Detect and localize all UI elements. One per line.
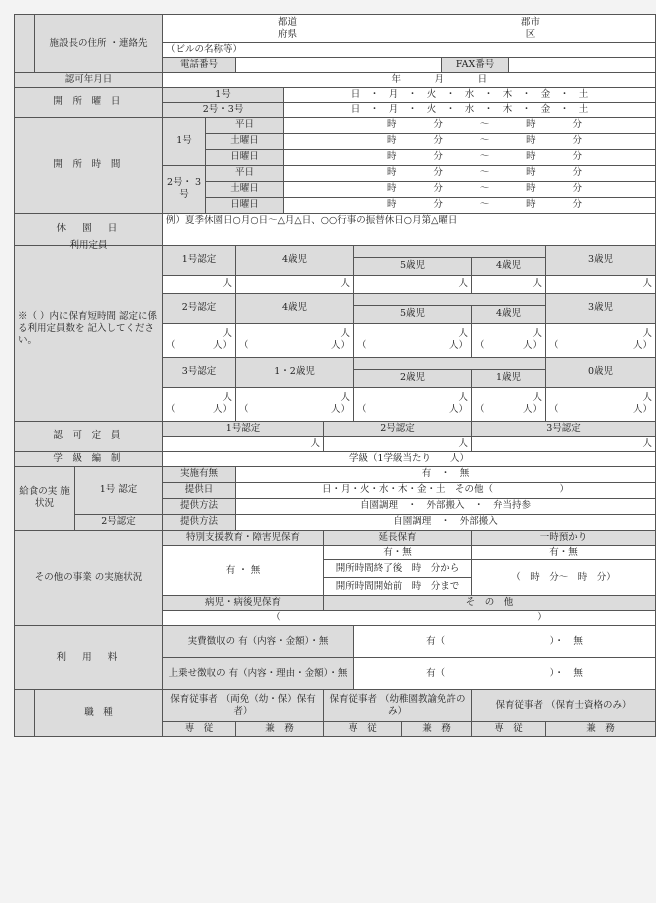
age2-header: 2歳児 <box>354 369 472 387</box>
cert1-subheader-spacer <box>354 245 546 257</box>
hours-group2-label: 2号・ 3号 <box>163 165 206 213</box>
left-margin-cell <box>15 15 35 73</box>
hours-row[interactable]: 時 分 ～ 時 分 <box>284 117 656 133</box>
approved-cert3-input[interactable]: 人 <box>472 436 656 451</box>
city-top: 郡市 <box>521 16 541 28</box>
address-cell[interactable] <box>163 15 656 43</box>
pref-bottom: 府県 <box>278 28 298 40</box>
class-input[interactable]: 学級（1学級当たり 人） <box>163 451 656 466</box>
phone-input[interactable] <box>236 58 442 73</box>
approved-cert2-input[interactable]: 人 <box>324 436 472 451</box>
fax-label: FAX番号 <box>442 58 509 73</box>
capacity-label-cell <box>15 239 163 421</box>
cert1-label: 1号認定 <box>163 245 236 275</box>
other-special-value[interactable]: 有 ・ 無 <box>163 545 324 596</box>
meals-implemented-value[interactable]: 有 ・ 無 <box>236 466 656 482</box>
staff-col1-full: 専 従 <box>163 722 236 737</box>
meals-label: 給食の実 施状況 <box>15 466 75 530</box>
meals-cert2-label: 2号認定 <box>75 514 163 530</box>
approved-cert1-input[interactable]: 人 <box>163 436 324 451</box>
other-others-header: そ の 他 <box>324 596 656 611</box>
age4b-header: 4歳児 <box>472 257 546 275</box>
other-paren-row[interactable]: （ ） <box>163 611 656 626</box>
staff-col3-header: 保育従事者 （保育士資格のみ） <box>472 690 656 722</box>
open-days-row1-value[interactable]: 日 ・ 月 ・ 火 ・ 水 ・ 木 ・ 金 ・ 土 <box>284 88 656 103</box>
approved-cert3-label: 3号認定 <box>472 421 656 436</box>
staff-col2-header: 保育従事者 （幼稚園教諭免許のみ） <box>324 690 472 722</box>
hours-weekday-label: 平日 <box>206 117 284 133</box>
holiday-label: 休 園 日 <box>15 213 163 245</box>
age0-header: 0歳児 <box>546 357 656 387</box>
meals-method1-value[interactable]: 自園調理 ・ 外部搬入 ・ 弁当持参 <box>236 498 656 514</box>
other-label: その他の事業 の実施状況 <box>15 530 163 626</box>
fees-extra-label: 上乗せ徴収の 有（内容・理由・金額）・無 <box>163 658 354 690</box>
contact-label: 施設長の住所 ・連絡先 <box>35 15 163 73</box>
pref-top: 都道 <box>278 16 298 28</box>
holiday-input[interactable]: 例）夏季休園日○月○日～△月△日、○○行事の振替休日○月第△曜日 <box>163 213 656 245</box>
open-days-row2-value[interactable]: 日 ・ 月 ・ 火 ・ 水 ・ 木 ・ 金 ・ 土 <box>284 102 656 117</box>
age5-header: 5歳児 <box>354 305 472 323</box>
open-days-label: 開 所 曜 日 <box>15 88 163 118</box>
hours-row[interactable]: 時 分 ～ 時 分 <box>284 181 656 197</box>
cap2-total[interactable]: 人 （ 人） <box>163 323 236 357</box>
cap3-age0[interactable]: 人 （ 人） <box>546 387 656 421</box>
year-unit: 年 <box>391 74 402 86</box>
hours-saturday-label: 土曜日 <box>206 133 284 149</box>
cap2-age4[interactable]: 人 （ 人） <box>236 323 354 357</box>
other-temporary-header: 一時預かり <box>472 530 656 545</box>
city-bottom: 区 <box>525 28 536 40</box>
open-hours-label: 開 所 時 間 <box>15 117 163 213</box>
other-extended-header: 延長保育 <box>324 530 472 545</box>
hours-row[interactable]: 時 分 ～ 時 分 <box>284 149 656 165</box>
staff-col2-part: 兼 務 <box>402 722 472 737</box>
cert3-label: 3号認定 <box>163 357 236 387</box>
age5-header: 5歳児 <box>354 257 472 275</box>
fax-input[interactable] <box>509 58 656 73</box>
meals-implemented-label: 実施有無 <box>163 466 236 482</box>
cap1-age4b[interactable]: 人 <box>472 275 546 293</box>
other-ext-after[interactable]: 開所時間終了後 時 分から <box>324 560 472 578</box>
hours-weekday-label: 平日 <box>206 165 284 181</box>
class-label: 学 級 編 制 <box>15 451 163 466</box>
meals-days-label: 提供日 <box>163 482 236 498</box>
age3-header: 3歳児 <box>546 245 656 275</box>
approval-date-input[interactable] <box>163 73 656 88</box>
hours-row[interactable]: 時 分 ～ 時 分 <box>284 165 656 181</box>
age3-header: 3歳児 <box>546 293 656 323</box>
other-extended-value[interactable]: 有・無 <box>324 545 472 560</box>
meals-days-value[interactable]: 日・月・火・水・木・金・土 その他（ ） <box>236 482 656 498</box>
staff-col1-part: 兼 務 <box>236 722 324 737</box>
hours-row[interactable]: 時 分 ～ 時 分 <box>284 197 656 213</box>
hours-sunday-label: 日曜日 <box>206 149 284 165</box>
age1-header: 1歳児 <box>472 369 546 387</box>
meals-method-label: 提供方法 <box>163 514 236 530</box>
hours-group1-label: 1号 <box>163 117 206 165</box>
cap1-age3[interactable]: 人 <box>546 275 656 293</box>
approved-cert2-label: 2号認定 <box>324 421 472 436</box>
age12-header: 1・2歳児 <box>236 357 354 387</box>
cap1-age4[interactable]: 人 <box>236 275 354 293</box>
hours-saturday-label: 土曜日 <box>206 181 284 197</box>
approved-cert1-label: 1号認定 <box>163 421 324 436</box>
meals-method2-value[interactable]: 自園調理 ・ 外部搬入 <box>236 514 656 530</box>
other-special-header: 特別支援教育・障害児保育 <box>163 530 324 545</box>
building-name-cell[interactable]: （ビルの名称等） <box>163 43 656 58</box>
approved-capacity-label: 認 可 定 員 <box>15 421 163 451</box>
other-temp-hours[interactable]: （ 時 分～ 時 分） <box>472 560 656 596</box>
day-unit: 日 <box>477 74 488 86</box>
approval-date-label: 認可年月日 <box>15 73 163 88</box>
age4-header: 4歳児 <box>236 245 354 275</box>
cap1-total[interactable]: 人 <box>163 275 236 293</box>
cert3-subheader-spacer <box>354 357 546 369</box>
cap3-total[interactable]: 人 （ 人） <box>163 387 236 421</box>
cap2-age3[interactable]: 人 （ 人） <box>546 323 656 357</box>
other-ext-before[interactable]: 開所時間開始前 時 分まで <box>324 578 472 596</box>
cert2-subheader-spacer <box>354 293 546 305</box>
other-sick-header: 病児・病後児保育 <box>163 596 324 611</box>
open-days-row2-label: 2号・3号 <box>163 102 284 117</box>
cap2-age4b[interactable]: 人 （ 人） <box>472 323 546 357</box>
fees-actual-label: 実費徴収の 有（内容・金額）・無 <box>163 626 354 658</box>
open-days-row1-label: 1号 <box>163 88 284 103</box>
fees-extra-value[interactable]: 有（ ）・ 無 <box>354 658 656 690</box>
capacity-label: 利用定員 <box>69 239 108 251</box>
hours-sunday-label: 日曜日 <box>206 197 284 213</box>
meals-cert1-label: 1号 認定 <box>75 466 163 514</box>
facility-form-table <box>14 14 656 737</box>
cap2-age5[interactable]: 人 （ 人） <box>354 323 472 357</box>
cap3-age12[interactable]: 人 （ 人） <box>236 387 354 421</box>
cap3-age2[interactable]: 人 （ 人） <box>354 387 472 421</box>
meals-method-label: 提供方法 <box>163 498 236 514</box>
fees-actual-value[interactable]: 有（ ）・ 無 <box>354 626 656 658</box>
month-unit: 月 <box>434 74 445 86</box>
hours-row[interactable]: 時 分 ～ 時 分 <box>284 133 656 149</box>
fees-label: 利 用 料 <box>15 626 163 690</box>
cert2-label: 2号認定 <box>163 293 236 323</box>
cap1-age5[interactable]: 人 <box>354 275 472 293</box>
age4-header: 4歳児 <box>236 293 354 323</box>
other-temporary-value[interactable]: 有・無 <box>472 545 656 560</box>
staff-col2-full: 専 従 <box>324 722 402 737</box>
phone-label: 電話番号 <box>163 58 236 73</box>
staff-col3-part: 兼 務 <box>546 722 656 737</box>
capacity-note: ※（ ）内に保育短時間 認定に係る利用定員数を 記入してください。 <box>18 311 158 347</box>
cap3-age1[interactable]: 人 （ 人） <box>472 387 546 421</box>
staff-label: 職 種 <box>35 690 163 737</box>
staff-col1-header: 保育従事者 （両免（幼・保）保有者） <box>163 690 324 722</box>
age4b-header: 4歳児 <box>472 305 546 323</box>
staff-left-margin <box>15 690 35 737</box>
staff-col3-full: 専 従 <box>472 722 546 737</box>
